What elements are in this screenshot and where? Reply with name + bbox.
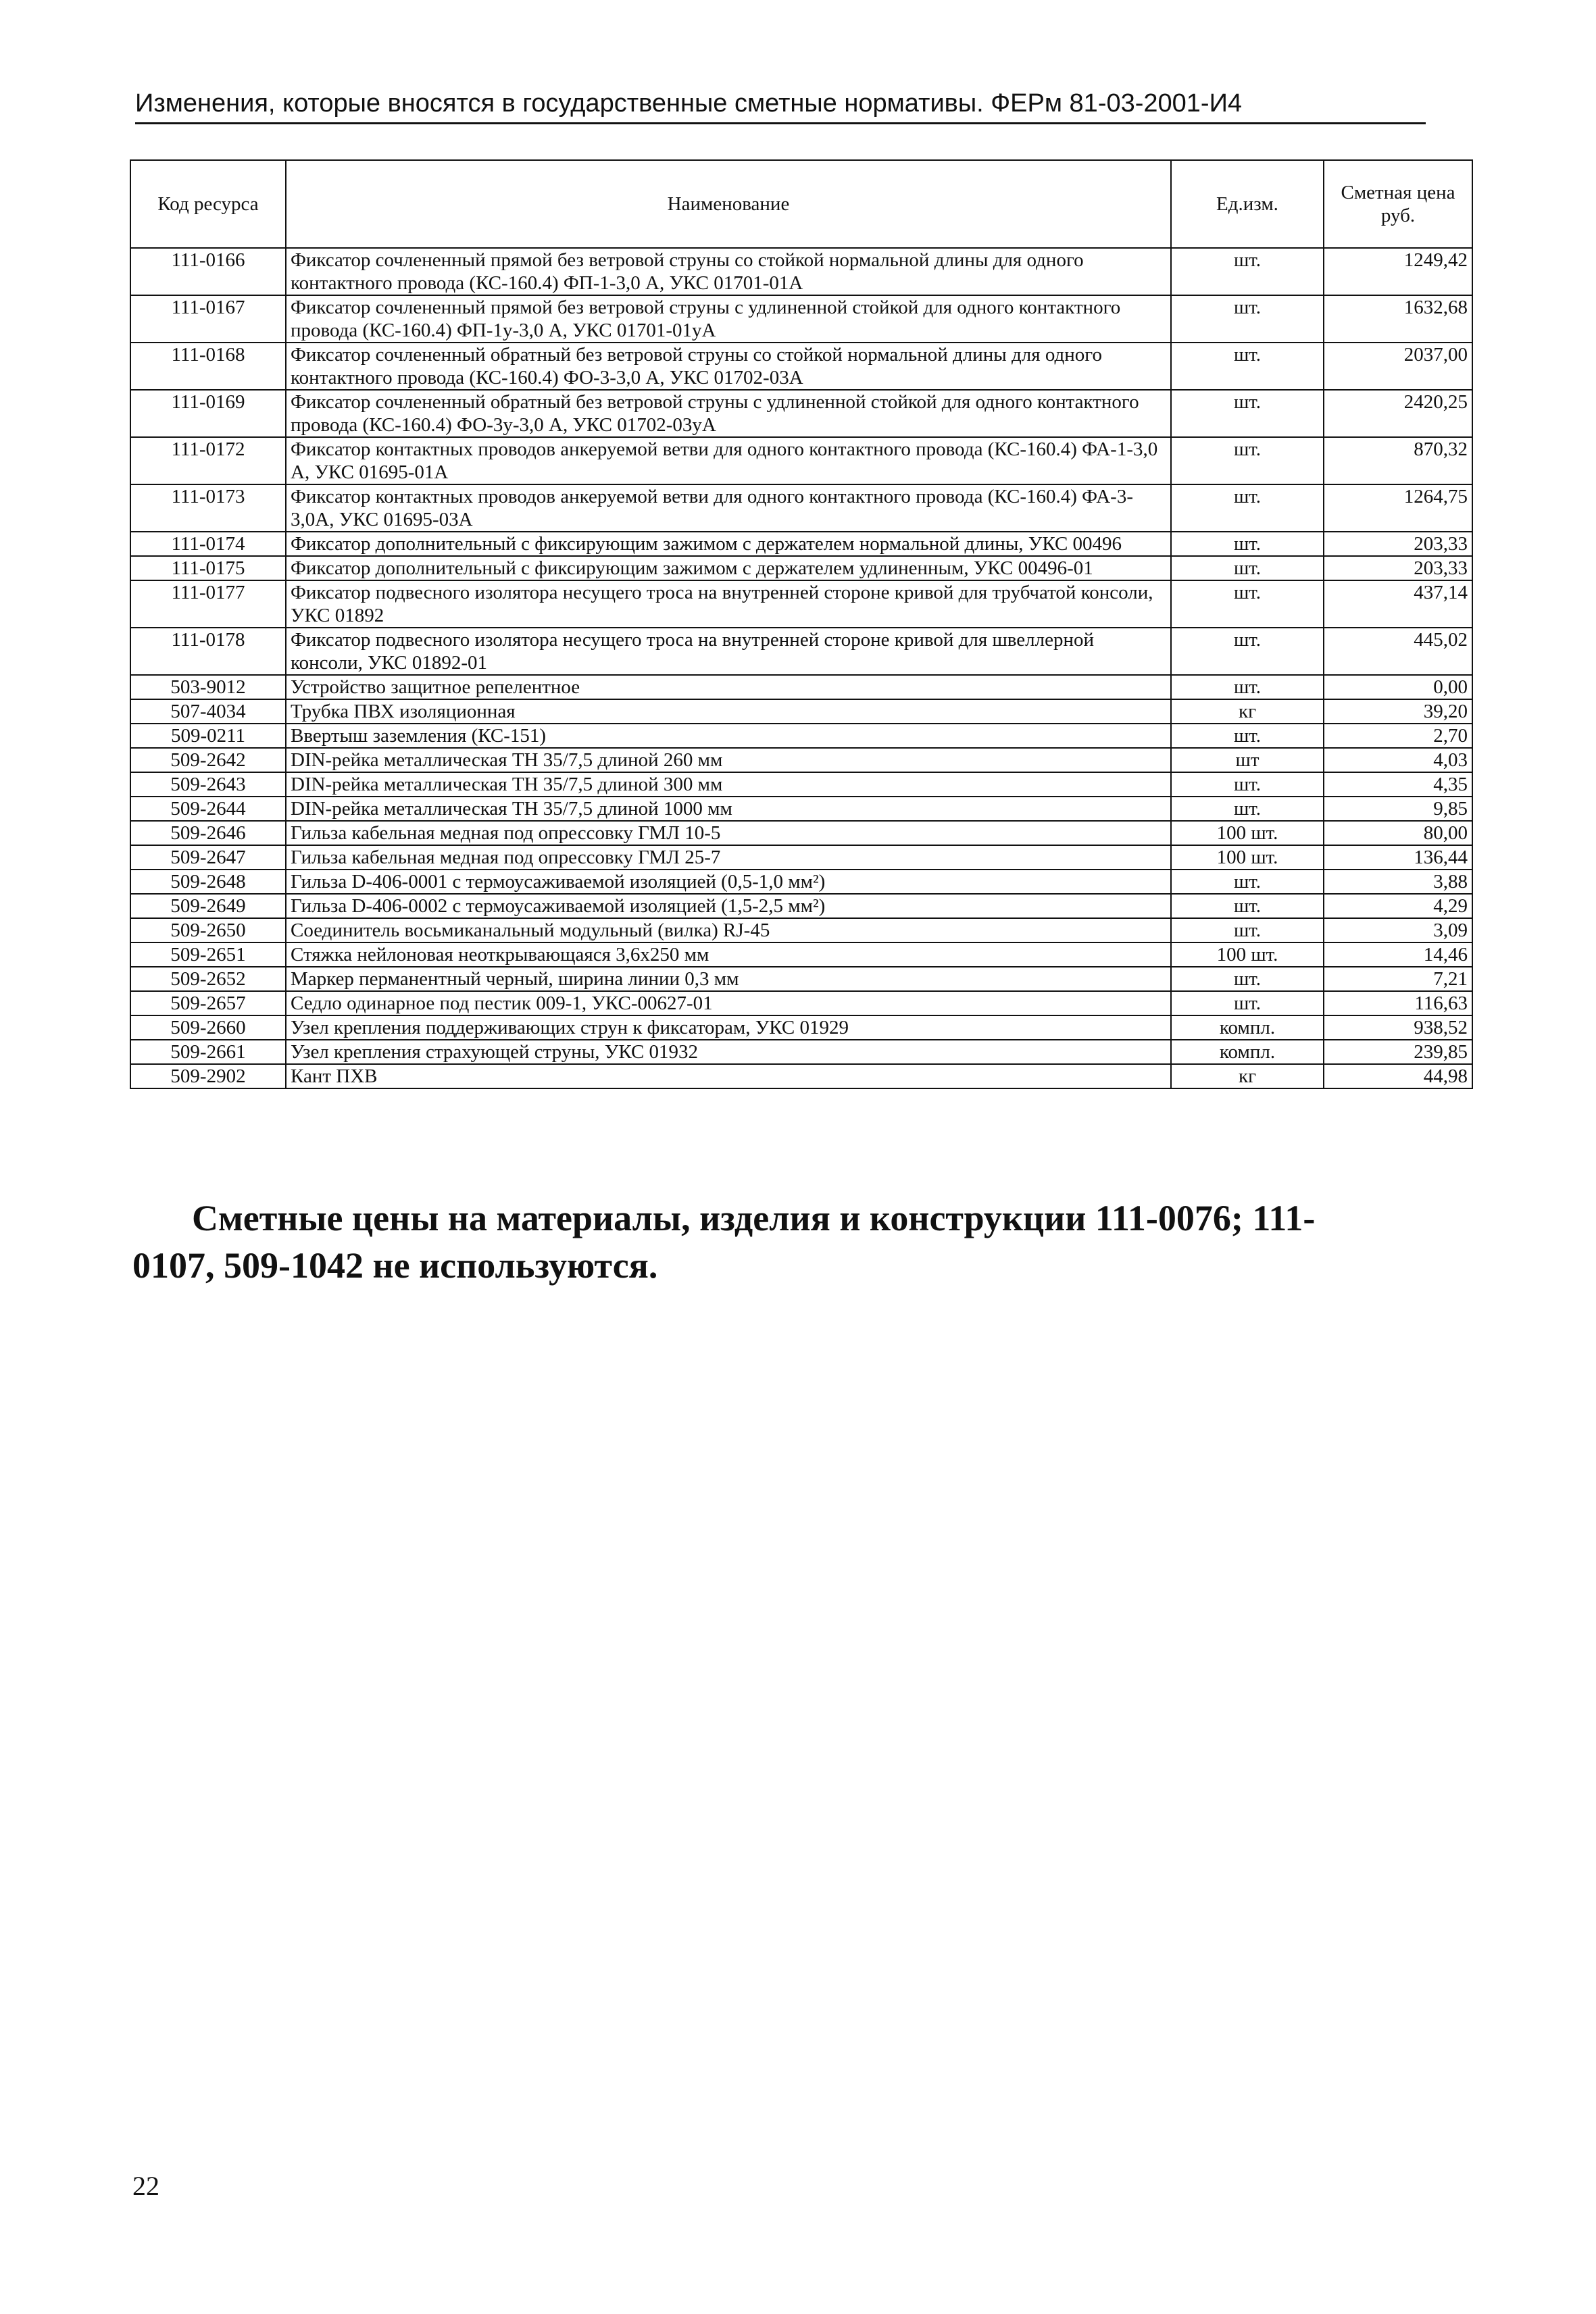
table-row [130,437,1472,484]
cell-name: Фиксатор сочлененный обратный без ветровой струны со стойкой нормальной длины для одного контактного провода (КС-160.4) ФО-3-3,0 А, УКС 01702-03А [286,343,1171,390]
cell-name: Фиксатор подвесного изолятора несущего троса на внутренней стороне кривой для трубчатой консоли, УКС 01892 [286,580,1171,628]
cell-code: 509-2647 [130,845,286,870]
cell-name: Узел крепления страхующей струны, УКС 01932 [286,1040,1171,1064]
table-row [130,845,1472,870]
table-row [130,390,1472,437]
cell-price: 0,00 [1324,675,1472,699]
table-row [130,942,1472,967]
cell-name: Седло одинарное под пестик 009-1, УКС-00627-01 [286,991,1171,1015]
cell-code: 509-2652 [130,967,286,991]
cell-code: 507-4034 [130,699,286,724]
column-header-price: Сметная цена руб. [1324,160,1472,248]
cell-price: 9,85 [1324,797,1472,821]
cell-price: 239,85 [1324,1040,1472,1064]
table-row [130,484,1472,532]
cell-name: Стяжка нейлоновая неоткрывающаяся 3,6х250 мм [286,942,1171,967]
cell-code: 509-2651 [130,942,286,967]
cell-unit: 100 шт. [1171,845,1324,870]
cell-unit: шт. [1171,556,1324,580]
cell-price: 4,35 [1324,772,1472,797]
cell-unit: шт. [1171,967,1324,991]
table-row [130,295,1472,343]
cell-code: 509-2657 [130,991,286,1015]
cell-name: DIN-рейка металлическая ТН 35/7,5 длиной 260 мм [286,748,1171,772]
table-body [130,248,1472,1088]
cell-unit: 100 шт. [1171,942,1324,967]
table-row [130,772,1472,797]
cell-price: 2420,25 [1324,390,1472,437]
cell-unit: шт. [1171,772,1324,797]
cell-unit: шт [1171,748,1324,772]
table-row [130,1040,1472,1064]
cell-price: 136,44 [1324,845,1472,870]
cell-name: Фиксатор подвесного изолятора несущего троса на внутренней стороне кривой для швеллерной консоли, УКС 01892-01 [286,628,1171,675]
cell-name: Гильза кабельная медная под опрессовку ГМЛ 25-7 [286,845,1171,870]
cell-name: Фиксатор дополнительный с фиксирующим зажимом с держателем нормальной длины, УКС 00496 [286,532,1171,556]
cell-price: 3,88 [1324,870,1472,894]
cell-unit: шт. [1171,675,1324,699]
cell-unit: шт. [1171,724,1324,748]
cell-unit: шт. [1171,580,1324,628]
table-row [130,580,1472,628]
price-table-container [130,159,1472,1089]
cell-price: 938,52 [1324,1015,1472,1040]
cell-code: 509-2661 [130,1040,286,1064]
cell-name: Узел крепления поддерживающих струн к фиксаторам, УКС 01929 [286,1015,1171,1040]
table-row [130,918,1472,942]
cell-name: Фиксатор дополнительный с фиксирующим зажимом с держателем удлиненным, УКС 00496-01 [286,556,1171,580]
table-row [130,870,1472,894]
cell-unit: кг [1171,1064,1324,1088]
price-table [130,159,1473,1089]
table-row [130,967,1472,991]
cell-name: Кант ПХВ [286,1064,1171,1088]
table-row [130,797,1472,821]
cell-price: 445,02 [1324,628,1472,675]
table-row [130,821,1472,845]
cell-name: Гильза D-406-0002 с термоусаживаемой изоляцией (1,5-2,5 мм²) [286,894,1171,918]
cell-unit: шт. [1171,894,1324,918]
cell-price: 2037,00 [1324,343,1472,390]
cell-name: DIN-рейка металлическая ТН 35/7,5 длиной 300 мм [286,772,1171,797]
cell-code: 111-0175 [130,556,286,580]
cell-code: 111-0173 [130,484,286,532]
page-number: 22 [132,2171,159,2201]
cell-code: 111-0172 [130,437,286,484]
table-row [130,675,1472,699]
cell-price: 3,09 [1324,918,1472,942]
cell-price: 870,32 [1324,437,1472,484]
cell-name: Маркер перманентный черный, ширина линии 0,3 мм [286,967,1171,991]
cell-unit: шт. [1171,248,1324,295]
cell-code: 111-0178 [130,628,286,675]
cell-name: Фиксатор сочлененный прямой без ветровой струны с удлиненной стойкой для одного контактного провода (КС-160.4) ФП-1у-3,0 А, УКС 01701-01уА [286,295,1171,343]
cell-name: Гильза D-406-0001 с термоусаживаемой изоляцией (0,5-1,0 мм²) [286,870,1171,894]
cell-price: 203,33 [1324,532,1472,556]
cell-price: 1264,75 [1324,484,1472,532]
cell-price: 2,70 [1324,724,1472,748]
cell-unit: компл. [1171,1015,1324,1040]
cell-price: 437,14 [1324,580,1472,628]
table-row [130,748,1472,772]
cell-price: 44,98 [1324,1064,1472,1088]
cell-code: 509-0211 [130,724,286,748]
table-row [130,724,1472,748]
cell-price: 14,46 [1324,942,1472,967]
cell-unit: 100 шт. [1171,821,1324,845]
cell-name: DIN-рейка металлическая ТН 35/7,5 длиной 1000 мм [286,797,1171,821]
cell-code: 509-2648 [130,870,286,894]
cell-price: 1249,42 [1324,248,1472,295]
table-header-row [130,160,1472,248]
cell-price: 39,20 [1324,699,1472,724]
cell-price: 4,03 [1324,748,1472,772]
note-text: Сметные цены на материалы, изделия и конструкции 111-0076; 111-0107, 509-1042 не используются. [132,1198,1316,1286]
cell-price: 116,63 [1324,991,1472,1015]
cell-code: 509-2649 [130,894,286,918]
cell-code: 503-9012 [130,675,286,699]
cell-code: 509-2642 [130,748,286,772]
cell-code: 111-0167 [130,295,286,343]
cell-unit: кг [1171,699,1324,724]
table-row [130,1064,1472,1088]
cell-unit: шт. [1171,918,1324,942]
cell-unit: шт. [1171,295,1324,343]
cell-name: Фиксатор сочлененный прямой без ветровой струны со стойкой нормальной длины для одного контактного провода (КС-160.4) ФП-1-3,0 А, УКС 01701-01А [286,248,1171,295]
column-header-name: Наименование [286,160,1171,248]
cell-unit: шт. [1171,797,1324,821]
cell-code: 509-2650 [130,918,286,942]
cell-name: Устройство защитное репелентное [286,675,1171,699]
table-row [130,343,1472,390]
column-header-unit: Ед.изм. [1171,160,1324,248]
table-row [130,532,1472,556]
cell-code: 111-0169 [130,390,286,437]
cell-name: Фиксатор контактных проводов анкеруемой ветви для одного контактного провода (КС-160.4) ФА-3-3,0А, УКС 01695-03А [286,484,1171,532]
cell-unit: шт. [1171,628,1324,675]
cell-code: 509-2643 [130,772,286,797]
table-row [130,556,1472,580]
cell-unit: шт. [1171,991,1324,1015]
cell-code: 111-0166 [130,248,286,295]
table-row [130,991,1472,1015]
table-row [130,699,1472,724]
cell-price: 7,21 [1324,967,1472,991]
cell-code: 509-2660 [130,1015,286,1040]
cell-code: 509-2646 [130,821,286,845]
table-row [130,248,1472,295]
cell-name: Гильза кабельная медная под опрессовку ГМЛ 10-5 [286,821,1171,845]
cell-price: 1632,68 [1324,295,1472,343]
cell-unit: шт. [1171,484,1324,532]
cell-unit: шт. [1171,343,1324,390]
cell-name: Фиксатор контактных проводов анкеруемой ветви для одного контактного провода (КС-160.4) ФА-1-3,0 А, УКС 01695-01А [286,437,1171,484]
cell-unit: шт. [1171,437,1324,484]
cell-name: Фиксатор сочлененный обратный без ветровой струны с удлиненной стойкой для одного контактного провода (КС-160.4) ФО-3у-3,0 А, УКС 01702-03уА [286,390,1171,437]
cell-name: Трубка ПВХ изоляционная [286,699,1171,724]
table-row [130,894,1472,918]
cell-unit: шт. [1171,390,1324,437]
cell-code: 111-0168 [130,343,286,390]
cell-name: Соединитель восьмиканальный модульный (вилка) RJ-45 [286,918,1171,942]
table-row [130,1015,1472,1040]
cell-code: 509-2902 [130,1064,286,1088]
cell-price: 203,33 [1324,556,1472,580]
cell-name: Ввертыш заземления (КС-151) [286,724,1171,748]
cell-unit: шт. [1171,532,1324,556]
table-row [130,628,1472,675]
cell-unit: компл. [1171,1040,1324,1064]
cell-price: 4,29 [1324,894,1472,918]
cell-code: 111-0177 [130,580,286,628]
page-header: Изменения, которые вносятся в государственные сметные нормативы. ФЕРм 81-03-2001-И4 [135,89,1426,124]
cell-code: 111-0174 [130,532,286,556]
cell-unit: шт. [1171,870,1324,894]
column-header-code: Код ресурса [130,160,286,248]
cell-code: 509-2644 [130,797,286,821]
cell-price: 80,00 [1324,821,1472,845]
